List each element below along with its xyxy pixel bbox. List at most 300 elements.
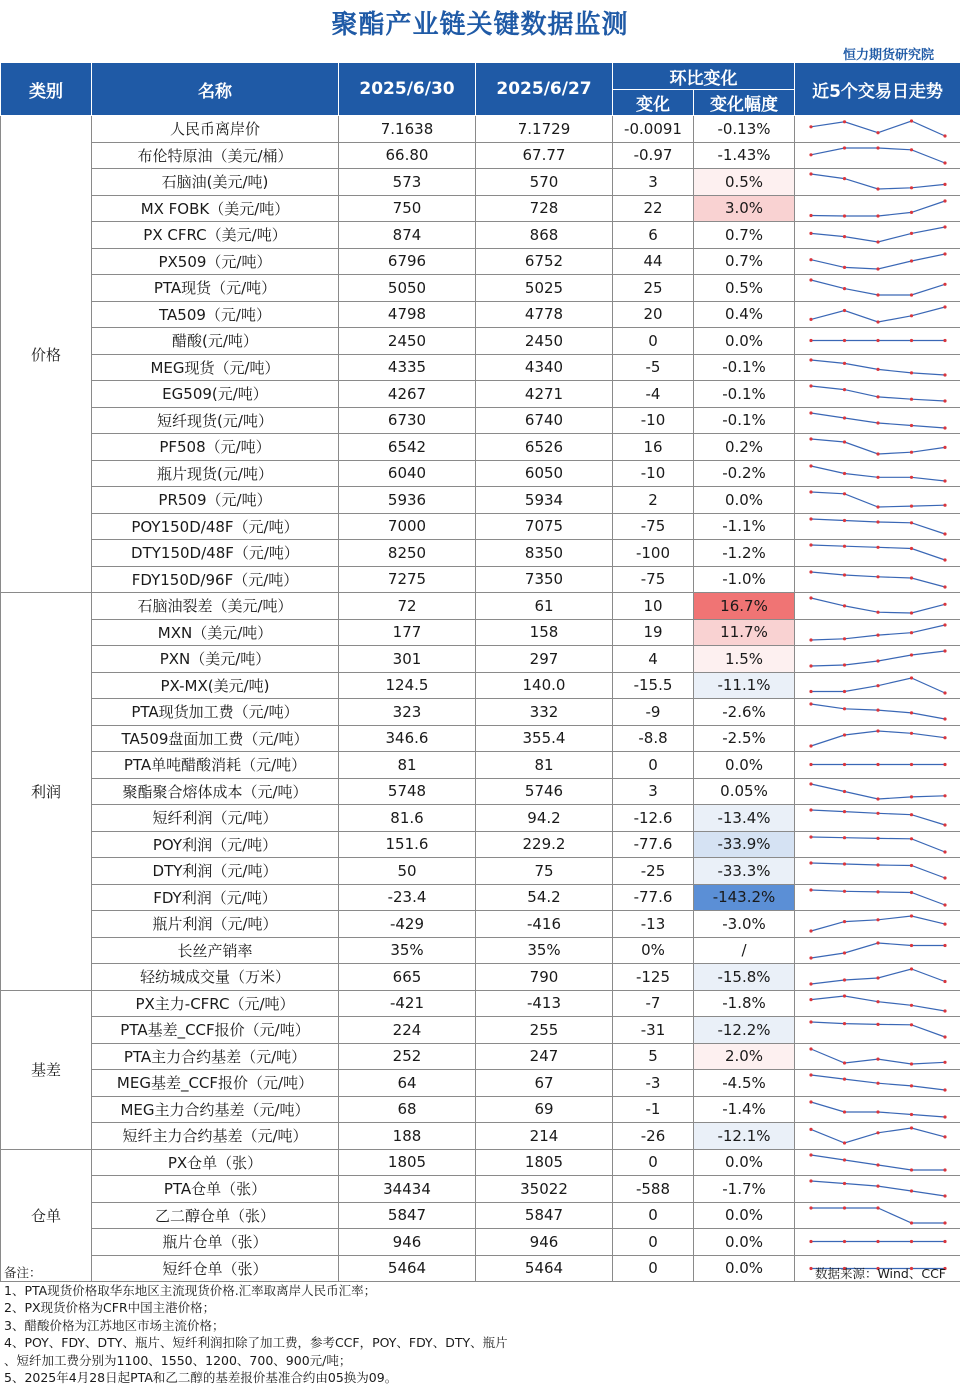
sparkline-point [910,398,913,401]
sparkline [795,752,960,777]
trend-cell [795,142,960,169]
name-cell: 长丝产销率 [92,937,339,964]
sparkline-point [876,396,879,399]
sparkline [795,116,960,141]
sparkline-point [843,763,846,766]
sparkline-point [843,951,846,954]
sparkline-line [811,201,945,216]
value-current-cell: 252 [339,1043,476,1070]
trend-cell [795,884,960,911]
change-pct-cell: -0.1% [694,407,795,434]
table-row [1,328,960,355]
change-cell: 0 [613,1229,694,1256]
change-pct-cell: -15.8% [694,964,795,991]
change-cell: -3 [613,1070,694,1097]
sparkline-point [943,135,946,138]
sparkline-point [910,1168,913,1171]
change-pct-cell: -1.4% [694,1096,795,1123]
trend-cell [795,646,960,673]
value-previous-cell: -413 [476,990,613,1017]
table-row [1,752,960,779]
trend-cell [795,116,960,143]
sparkline-point [910,676,913,679]
sparkline-line [811,386,945,401]
trend-cell [795,460,960,487]
note-line: 、短纤加工费分别为1100、1550、1200、700、900元/吨； [4,1352,352,1368]
sparkline-point [943,923,946,926]
sparkline-point [910,314,913,317]
sparkline-point [943,736,946,739]
value-previous-cell: 69 [476,1096,613,1123]
header-date1: 2025/6/30 [339,63,476,116]
value-current-cell: 4798 [339,301,476,328]
sparkline-point [943,585,946,588]
value-current-cell: 573 [339,169,476,196]
sparkline-line [811,280,945,295]
sparkline-point [943,283,946,286]
table-row [1,699,960,726]
name-cell: PX509（元/吨） [92,248,339,275]
sparkline-point [943,1036,946,1039]
table-row [1,646,960,673]
sparkline-point [809,358,812,361]
sparkline-point [910,211,913,214]
change-pct-cell: 0.0% [694,1202,795,1229]
change-cell: 22 [613,195,694,222]
name-cell: 轻纺城成交量（万米） [92,964,339,991]
table-row [1,1123,960,1150]
sparkline-point [943,400,946,403]
name-cell: FDY利润（元/吨） [92,884,339,911]
sparkline-point [876,763,879,766]
change-pct-cell: 0.7% [694,222,795,249]
value-current-cell: 72 [339,593,476,620]
name-cell: 短纤现货(元/吨） [92,407,339,434]
change-pct-cell: -12.1% [694,1123,795,1150]
sparkline-point [843,177,846,180]
change-pct-cell: -0.13% [694,116,795,143]
change-cell: -4 [613,381,694,408]
sparkline-point [876,797,879,800]
sparkline [795,832,960,857]
sparkline [795,196,960,221]
sparkline [795,1123,960,1148]
sparkline-point [943,226,946,229]
trend-cell [795,1176,960,1203]
note-line: 3、醋酸价格为江苏地区市场主流价格； [4,1317,225,1333]
sparkline-point [910,232,913,235]
sparkline-line [811,1181,945,1196]
change-cell: 3 [613,169,694,196]
sparkline-point [809,232,812,235]
change-cell: 0% [613,937,694,964]
sparkline [795,143,960,168]
value-current-cell: 34434 [339,1176,476,1203]
sparkline-point [843,664,846,667]
name-cell: PX仓单（张） [92,1149,339,1176]
sparkline-point [843,1206,846,1209]
sparkline [795,620,960,645]
change-cell: 0 [613,1202,694,1229]
sparkline-line [811,996,945,1011]
sparkline-point [876,611,879,614]
sparkline-point [876,941,879,944]
sparkline [795,779,960,804]
sparkline-point [910,813,913,816]
header-date2: 2025/6/27 [476,63,613,116]
sparkline-point [876,837,879,840]
trend-cell [795,222,960,249]
table-row [1,1096,960,1123]
sparkline-point [910,944,913,947]
change-cell: 10 [613,593,694,620]
sparkline-point [876,267,879,270]
sparkline-point [910,837,913,840]
change-pct-cell: 0.0% [694,487,795,514]
sparkline-point [809,153,812,156]
trend-cell [795,1017,960,1044]
sparkline [795,673,960,698]
value-previous-cell: 570 [476,169,613,196]
value-current-cell: 81.6 [339,805,476,832]
name-cell: POY利润（元/吨） [92,831,339,858]
value-current-cell: 5847 [339,1202,476,1229]
sparkline-line [811,651,945,666]
sparkline-point [843,863,846,866]
change-pct-cell: 16.7% [694,593,795,620]
table-row [1,195,960,222]
trend-cell [795,1043,960,1070]
trend-cell [795,513,960,540]
sparkline-point [876,1110,879,1113]
sparkline-point [843,1061,846,1064]
change-cell: 44 [613,248,694,275]
value-current-cell: 7275 [339,566,476,593]
category-cell: 价格 [1,116,92,593]
table-row [1,434,960,461]
name-cell: 人民币离岸价 [92,116,339,143]
sparkline-point [876,1000,879,1003]
name-cell: TA509（元/吨） [92,301,339,328]
sparkline-point [809,862,812,865]
value-previous-cell: 355.4 [476,725,613,752]
value-previous-cell: 6050 [476,460,613,487]
value-current-cell: 1805 [339,1149,476,1176]
change-pct-cell: 0.05% [694,778,795,805]
sparkline-point [876,1082,879,1085]
name-cell: FDY150D/96F（元/吨） [92,566,339,593]
change-pct-cell: -143.2% [694,884,795,911]
table-row [1,1202,960,1229]
note-line: 备注： [4,1265,42,1280]
sparkline-point [843,120,846,123]
value-current-cell: 2450 [339,328,476,355]
table-row [1,169,960,196]
name-cell: PX主力-CFRC（元/吨） [92,990,339,1017]
sparkline-line [811,784,945,799]
sparkline [795,593,960,618]
sparkline-point [943,650,946,653]
sparkline-point [843,1078,846,1081]
sparkline-point [843,519,846,522]
trend-cell [795,858,960,885]
trend-cell [795,672,960,699]
value-previous-cell: 297 [476,646,613,673]
change-pct-cell: 2.0% [694,1043,795,1070]
sparkline [795,1097,960,1122]
trend-cell [795,1202,960,1229]
value-current-cell: 4335 [339,354,476,381]
change-cell: -8.8 [613,725,694,752]
sparkline-point [809,983,812,986]
sparkline-point [876,421,879,424]
value-current-cell: 6796 [339,248,476,275]
change-cell: -5 [613,354,694,381]
sparkline-point [943,161,946,164]
sparkline-point [943,446,946,449]
table-row [1,937,960,964]
header-change: 变化 [613,90,694,116]
trend-cell [795,752,960,779]
sparkline-point [809,1047,812,1050]
change-cell: -77.6 [613,831,694,858]
header-category: 类别 [1,63,92,116]
sparkline-point [809,1180,812,1183]
value-current-cell: 874 [339,222,476,249]
change-cell: -0.97 [613,142,694,169]
sparkline-line [811,439,945,454]
change-pct-cell: 0.0% [694,328,795,355]
sparkline-point [876,294,879,297]
sparkline-point [809,411,812,414]
table-row [1,1017,960,1044]
sparkline-point [843,1182,846,1185]
sparkline-point [809,1240,812,1243]
sparkline-point [809,665,812,668]
change-pct-cell: 0.4% [694,301,795,328]
trend-cell [795,593,960,620]
change-cell: -77.6 [613,884,694,911]
change-pct-cell: 0.2% [694,434,795,461]
sparkline-line [811,1102,945,1117]
name-cell: MEG主力合约基差（元/吨） [92,1096,339,1123]
sparkline-point [910,521,913,524]
trend-cell [795,407,960,434]
trend-cell [795,434,960,461]
value-current-cell: 6040 [339,460,476,487]
trend-cell [795,354,960,381]
value-previous-cell: 6752 [476,248,613,275]
change-cell: -100 [613,540,694,567]
value-current-cell: 750 [339,195,476,222]
sparkline [795,408,960,433]
sparkline-point [910,339,913,342]
sparkline-point [843,790,846,793]
sparkline [795,1070,960,1095]
sparkline [795,1044,960,1069]
sparkline-point [910,1240,913,1243]
name-cell: 醋酸(元/吨） [92,328,339,355]
value-current-cell: 5050 [339,275,476,302]
sparkline-line [811,492,945,507]
value-current-cell: 66.80 [339,142,476,169]
sparkline-point [943,603,946,606]
sparkline-line [811,254,945,269]
value-previous-cell: 5934 [476,487,613,514]
change-pct-cell: -2.5% [694,725,795,752]
sparkline-point [809,464,812,467]
sparkline-point [809,690,812,693]
value-previous-cell: 140.0 [476,672,613,699]
change-pct-cell: 0.0% [694,1255,795,1282]
value-previous-cell: 67.77 [476,142,613,169]
sparkline-point [809,258,812,261]
change-pct-cell: -1.2% [694,540,795,567]
sparkline-point [943,1089,946,1092]
name-cell: PX CFRC（美元/吨） [92,222,339,249]
table-row [1,725,960,752]
sparkline-point [809,782,812,785]
name-cell: PXN（美元/吨） [92,646,339,673]
sparkline-point [809,1128,812,1131]
name-cell: 石脑油(美元/吨) [92,169,339,196]
table-row [1,566,960,593]
sparkline-point [876,660,879,663]
change-cell: -7 [613,990,694,1017]
table-row [1,858,960,885]
sparkline-point [910,1190,913,1193]
sparkline-point [910,259,913,262]
value-current-cell: 346.6 [339,725,476,752]
sparkline-point [843,836,846,839]
trend-cell [795,301,960,328]
sparkline-point [843,388,846,391]
name-cell: EG509(元/吨） [92,381,339,408]
value-current-cell: 224 [339,1017,476,1044]
sparkline-line [811,307,945,322]
sparkline-line [811,174,945,189]
change-pct-cell: 0.0% [694,1229,795,1256]
change-cell: 16 [613,434,694,461]
sparkline [795,567,960,592]
change-pct-cell: 11.7% [694,619,795,646]
org-label: 恒力期货研究院 [842,48,934,63]
trend-cell [795,778,960,805]
change-pct-cell: -1.1% [694,513,795,540]
sparkline-point [943,426,946,429]
sparkline-point [876,131,879,134]
sparkline-point [910,451,913,454]
sparkline-point [809,1074,812,1077]
sparkline-point [910,186,913,189]
sparkline-point [910,731,913,734]
header-change-pct: 变化幅度 [694,90,795,116]
sparkline-point [943,199,946,202]
sparkline-point [943,479,946,482]
value-current-cell: -429 [339,911,476,938]
change-pct-cell: / [694,937,795,964]
header-change-group: 环比变化 [613,63,795,90]
data-table [0,62,960,1282]
sparkline-point [843,266,846,269]
sparkline-point [876,729,879,732]
change-pct-cell: -1.43% [694,142,795,169]
name-cell: 瓶片利润（元/吨） [92,911,339,938]
sparkline-point [910,547,913,550]
change-cell: 3 [613,778,694,805]
table-row [1,964,960,991]
name-cell: DTY150D/48F（元/吨） [92,540,339,567]
sparkline-point [876,368,879,371]
category-cell: 利润 [1,593,92,991]
sparkline [795,885,960,910]
trend-cell [795,990,960,1017]
sparkline-point [943,532,946,535]
sparkline-point [876,506,879,509]
table-row [1,1070,960,1097]
sparkline-point [843,733,846,736]
sparkline-point [843,889,846,892]
sparkline-point [910,424,913,427]
sparkline-point [910,505,913,508]
name-cell: 乙二醇仓单（张） [92,1202,339,1229]
note-line: 1、PTA现货价格取华东地区主流现货价格.汇率取离岸人民币汇率； [4,1282,377,1298]
trend-cell [795,911,960,938]
sparkline-point [876,977,879,980]
name-cell: MEG基差_CCF报价（元/吨） [92,1070,339,1097]
value-current-cell: 6542 [339,434,476,461]
trend-cell [795,195,960,222]
sparkline-point [876,575,879,578]
sparkline-point [910,371,913,374]
sparkline-point [910,120,913,123]
name-cell: 短纤主力合约基差（元/吨） [92,1123,339,1150]
sparkline-point [910,712,913,715]
change-pct-cell: 3.0% [694,195,795,222]
trend-cell [795,1070,960,1097]
sparkline-point [910,1003,913,1006]
value-previous-cell: 67 [476,1070,613,1097]
change-cell: -75 [613,566,694,593]
sparkline [795,434,960,459]
sparkline [795,1203,960,1228]
value-current-cell: 5936 [339,487,476,514]
change-cell: -9 [613,699,694,726]
sparkline [795,249,960,274]
name-cell: PF508（元/吨） [92,434,339,461]
sparkline-line [811,1128,945,1143]
sparkline-point [809,744,812,747]
name-cell: TA509盘面加工费（元/吨） [92,725,339,752]
table-row [1,381,960,408]
sparkline [795,938,960,963]
sparkline-point [876,475,879,478]
value-previous-cell: 255 [476,1017,613,1044]
sparkline-point [943,944,946,947]
change-pct-cell: -0.1% [694,381,795,408]
trend-cell [795,805,960,832]
sparkline-point [910,915,913,918]
change-pct-cell: -11.1% [694,672,795,699]
trend-cell [795,725,960,752]
sparkline-point [843,362,846,365]
sparkline-line [811,943,945,958]
table-row [1,301,960,328]
name-cell: DTY利润（元/吨） [92,858,339,885]
change-cell: -10 [613,407,694,434]
sparkline-point [809,998,812,1001]
sparkline-point [943,1115,946,1118]
